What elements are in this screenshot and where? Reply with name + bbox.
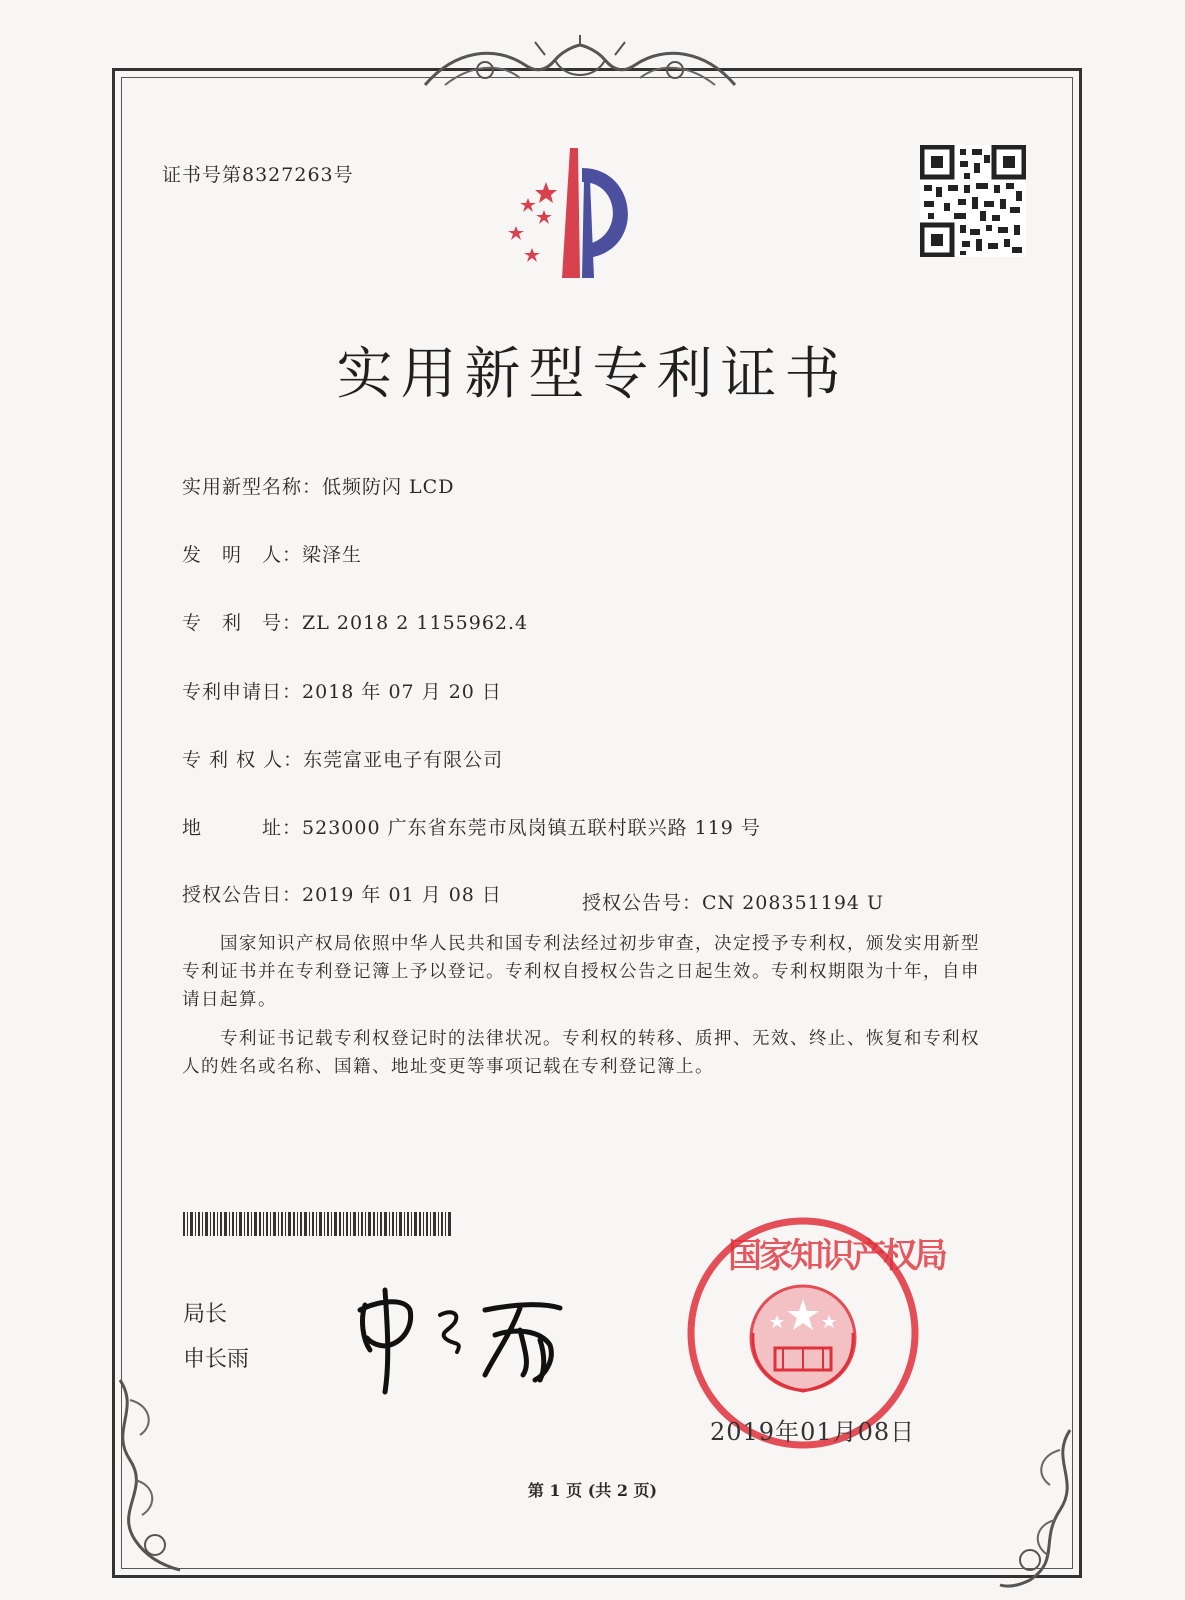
patentee-row xyxy=(182,745,503,772)
grant-date-row xyxy=(182,880,502,907)
certificate-number: 证书号第8327263号 xyxy=(162,164,354,186)
address-label: 地 址： xyxy=(182,817,303,839)
barcode-icon xyxy=(183,1212,453,1236)
address-row xyxy=(182,813,761,840)
legal-paragraph-2: 专利证书记载专利权登记时的法律状况。专利权的转移、质押、无效、终止、恢复和专利权人的姓名或名称、国籍、地址变更等事项记载在专利登记簿上。 xyxy=(182,1029,980,1077)
filing-date-label: 专利申请日： xyxy=(182,681,303,703)
director-name: 申长雨 xyxy=(183,1347,250,1372)
seal-date: 2019年01月08日 xyxy=(710,1418,916,1446)
grant-date-value: 2019 年 01 月 08 日 xyxy=(302,884,502,906)
top-ornament xyxy=(415,30,745,100)
inventor-row xyxy=(182,540,362,567)
page-indicator: 第 1 页 (共 2 页) xyxy=(527,1481,658,1500)
patentee-value: 东莞富亚电子有限公司 xyxy=(303,749,504,771)
utility-model-name-row xyxy=(182,472,454,499)
grant-number-value: CN 208351194 U xyxy=(702,892,885,914)
grant-number-row xyxy=(582,888,884,915)
utility-model-name-value: 低频防闪 LCD xyxy=(322,476,455,498)
certificate-title: 实用新型专利证书 xyxy=(336,342,849,407)
filing-date-row xyxy=(182,677,502,704)
patentee-label: 专 利 权 人： xyxy=(182,749,304,771)
handwritten-signature xyxy=(345,1280,585,1400)
seal-text: 国家知识产权局 xyxy=(728,1236,945,1276)
filing-date-value: 2018 年 07 月 20 日 xyxy=(302,681,502,703)
bottom-right-ornament xyxy=(990,1420,1090,1590)
patent-office-logo-icon xyxy=(498,140,638,285)
grant-number-label: 授权公告号： xyxy=(582,892,703,914)
patent-number-label: 专 利 号： xyxy=(182,612,303,634)
director-title: 局长 xyxy=(183,1302,228,1327)
utility-model-name-label: 实用新型名称： xyxy=(182,476,323,498)
inventor-value: 梁泽生 xyxy=(302,544,363,566)
bottom-left-ornament xyxy=(100,1370,200,1580)
inventor-label: 发 明 人： xyxy=(182,544,303,566)
patent-number-row xyxy=(182,608,528,635)
legal-paragraph-1: 国家知识产权局依照中华人民共和国专利法经过初步审查，决定授予专利权，颁发实用新型专利证书并在专利登记簿上予以登记。专利权自授权公告之日起生效。专利权期限为十年，自申请日起算。 xyxy=(182,934,980,1010)
grant-date-label: 授权公告日： xyxy=(182,884,303,906)
address-value: 523000 广东省东莞市凤岗镇五联村联兴路 119 号 xyxy=(302,817,761,839)
patent-number-value: ZL 2018 2 1155962.4 xyxy=(302,612,529,634)
qr-code-icon xyxy=(920,145,1026,257)
